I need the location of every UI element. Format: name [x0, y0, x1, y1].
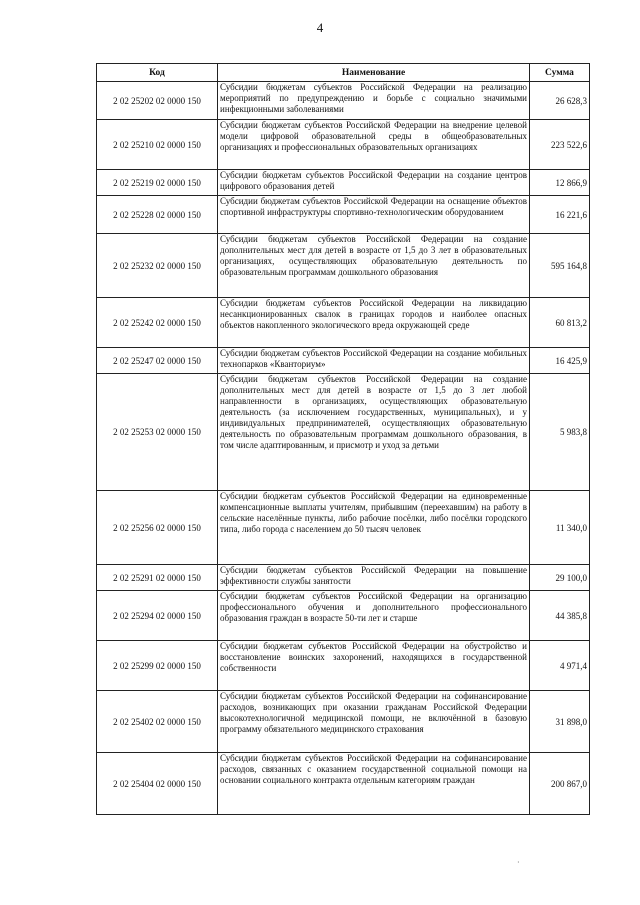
- row-name: Субсидии бюджетам субъектов Российской Федерации на создание дополнительных мест для детей в возрасте от 1,5 до 3 лет в образовательных организациях, осуществляющих образовательную деятельность по образовательным программам дошкольного образования: [218, 234, 530, 298]
- row-name: Субсидии бюджетам субъектов Российской Федерации на единовременные компенсационные выплаты учителям, прибывшим (переехавшим) на работу в сельские населённые пункты, либо рабочие посёлки, либо посёлки городского типа, либо города с населением до 50 тысяч человек: [218, 491, 530, 565]
- row-sum: 595 164,8: [530, 234, 590, 298]
- row-name: Субсидии бюджетам субъектов Российской Федерации на оснащение объектов спортивной инфраструктуры спортивно-технологическим оборудованием: [218, 196, 530, 234]
- table-row: [97, 691, 590, 753]
- table-row: [97, 196, 590, 234]
- row-code: 2 02 25219 02 0000 150: [97, 170, 218, 196]
- row-name: Субсидии бюджетам субъектов Российской Федерации на обустройство и восстановление воинских захоронений, находящихся в государственной собственности: [218, 641, 530, 691]
- row-name: Субсидии бюджетам субъектов Российской Федерации на организацию профессионального обучения и дополнительного профессионального образования граждан в возрасте 50-ти лет и старше: [218, 591, 530, 641]
- row-sum: 29 100,0: [530, 565, 590, 591]
- header-code: Код: [97, 64, 218, 82]
- table-row: [97, 234, 590, 298]
- row-name: Субсидии бюджетам субъектов Российской Федерации на создание дополнительных мест для детей в возрасте от 1,5 до 3 лет любой направленности в организациях, осуществляющих образовательную деятельность (за исключением государственных, муниципальных), и у индивидуальных предпринимателей, осуществляющих образовательную деятельность по образовательным программам дошкольного образования, в том числе адаптированным, и присмотр и уход за детьми: [218, 374, 530, 491]
- table-row: [97, 82, 590, 120]
- row-code: 2 02 25247 02 0000 150: [97, 348, 218, 374]
- row-name: Субсидии бюджетам субъектов Российской Федерации на создание центров цифрового образования детей: [218, 170, 530, 196]
- table-header-row: [97, 64, 590, 82]
- budget-table: [96, 63, 590, 815]
- row-sum: 223 522,6: [530, 120, 590, 170]
- row-name: Субсидии бюджетам субъектов Российской Федерации на внедрение целевой модели цифровой образовательной среды в общеобразовательных организациях и профессиональных образовательных организациях: [218, 120, 530, 170]
- header-name: Наименование: [218, 64, 530, 82]
- row-code: 2 02 25294 02 0000 150: [97, 591, 218, 641]
- table-row: [97, 348, 590, 374]
- row-name: Субсидии бюджетам субъектов Российской Федерации на ликвидацию несанкционированных свалок в границах городов и наиболее опасных объектов накопленного экологического вреда окружающей среде: [218, 298, 530, 348]
- table-row: [97, 170, 590, 196]
- table-row: [97, 298, 590, 348]
- row-code: 2 02 25210 02 0000 150: [97, 120, 218, 170]
- row-sum: 12 866,9: [530, 170, 590, 196]
- row-name: Субсидии бюджетам субъектов Российской Федерации на софинансирование расходов, связанных с оказанием государственной социальной помощи на основании социального контракта отдельным категориям граждан: [218, 753, 530, 815]
- row-name: Субсидии бюджетам субъектов Российской Федерации на создание мобильных технопарков «Кванториум»: [218, 348, 530, 374]
- table-row: [97, 753, 590, 815]
- table-row: [97, 565, 590, 591]
- row-sum: 200 867,0: [530, 753, 590, 815]
- row-sum: 31 898,0: [530, 691, 590, 753]
- scan-mark: ·: [517, 858, 520, 867]
- row-name: Субсидии бюджетам субъектов Российской Федерации на повышение эффективности службы занятости: [218, 565, 530, 591]
- row-code: 2 02 25299 02 0000 150: [97, 641, 218, 691]
- row-code: 2 02 25242 02 0000 150: [97, 298, 218, 348]
- row-sum: 26 628,3: [530, 82, 590, 120]
- table-row: [97, 591, 590, 641]
- row-sum: 60 813,2: [530, 298, 590, 348]
- row-code: 2 02 25402 02 0000 150: [97, 691, 218, 753]
- row-sum: 11 340,0: [530, 491, 590, 565]
- row-sum: 16 221,6: [530, 196, 590, 234]
- table-row: [97, 491, 590, 565]
- header-sum: Сумма: [530, 64, 590, 82]
- row-sum: 5 983,8: [530, 374, 590, 491]
- row-name: Субсидии бюджетам субъектов Российской Федерации на софинансирование расходов, возникающих при оказании гражданам Российской Федерации высокотехнологичной медицинской помощи, не включённой в базовую программу обязательного медицинского страхования: [218, 691, 530, 753]
- row-code: 2 02 25253 02 0000 150: [97, 374, 218, 491]
- row-code: 2 02 25291 02 0000 150: [97, 565, 218, 591]
- table-row: [97, 641, 590, 691]
- table-row: [97, 374, 590, 491]
- row-code: 2 02 25202 02 0000 150: [97, 82, 218, 120]
- row-sum: 4 971,4: [530, 641, 590, 691]
- row-code: 2 02 25228 02 0000 150: [97, 196, 218, 234]
- row-code: 2 02 25232 02 0000 150: [97, 234, 218, 298]
- row-sum: 44 385,8: [530, 591, 590, 641]
- row-sum: 16 425,9: [530, 348, 590, 374]
- row-code: 2 02 25404 02 0000 150: [97, 753, 218, 815]
- table-row: [97, 120, 590, 170]
- row-code: 2 02 25256 02 0000 150: [97, 491, 218, 565]
- page-number: 4: [316, 20, 324, 35]
- row-name: Субсидии бюджетам субъектов Российской Федерации на реализацию мероприятий по предупреждению и борьбе с социально значимыми инфекционными заболеваниями: [218, 82, 530, 120]
